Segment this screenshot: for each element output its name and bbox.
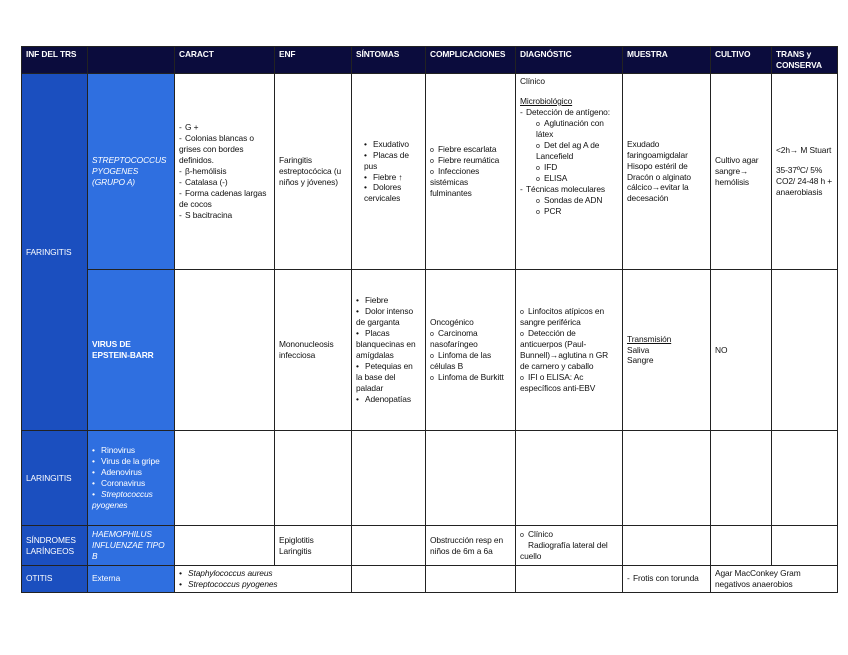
sindromes-trans [772,526,838,566]
laringitis-complicaciones [426,431,516,526]
strep-enf: Faringitis estreptocócica (u niños y jóvenes) [275,74,352,270]
agent-item: • Rinovirus [92,445,170,456]
laringitis-diagnostico [516,431,623,526]
transmision-title: Transmisión [627,333,672,344]
otitis-cultivo: Agar MacConkey Gram negativos anaerobios [711,566,838,593]
dx-micro-title: Microbiológico [520,95,573,106]
sintoma-item: • Fiebre ↑ [364,172,421,183]
sintoma-item: • Exudativo [364,139,421,150]
row-ebv [22,270,838,431]
complicacion-item: o Fiebre reumática [430,155,511,166]
dx-clinico: Clínico [528,529,553,540]
row-sindromes [22,526,838,566]
dx-molecular-item: o Sondas de ADN [536,195,618,206]
header-agent [88,47,175,74]
dx-deteccion: - Detección de antígeno: [520,107,618,118]
strep-sintomas [352,74,426,270]
ebv-name: VIRUS DE EPSTEIN-BARR [88,270,175,431]
otitis-diagnostico [516,566,623,593]
otitis-muestra [623,566,711,593]
header-trans: TRANS y CONSERVA [772,47,838,74]
ebv-muestra [623,270,711,431]
muestra-line: Sangre [627,355,654,366]
ebv-cultivo: NO [711,270,772,431]
sindromes-muestra [623,526,711,566]
complicacion-item: o Linfoma de Burkitt [430,372,511,383]
agent-item: • Streptococcus pyogenes [179,579,347,590]
sintoma-item: • Dolor intenso de garganta [356,306,421,328]
dx-antigeno-item: o ELISA [536,173,618,184]
header-inf: INF DEL TRS [22,47,88,74]
sindromes-complicaciones: Obstrucción resp en niños de 6m a 6a [426,526,516,566]
sintoma-item: • Placas de pus [364,150,421,172]
ebv-complicaciones [426,270,516,431]
complicacion-item: o Infecciones sistémicas fulminantes [430,166,511,199]
caract-item: - Colonias blancas o grises con bordes definidos. [179,133,270,166]
laringitis-agents [88,431,175,526]
sintoma-item: • Adenopatías [356,394,421,405]
caract-item: - G + [179,122,270,133]
dx-antigeno-item: o Det del ag A de Lancefield [536,140,618,162]
sintoma-item: • Dolores cervicales [364,182,421,204]
sintoma-item: • Placas blanquecinas en amígdalas [356,328,421,361]
header-sintomas: SÍNTOMAS [352,47,426,74]
sindromes-enf: Epiglotitis Laringitis [275,526,352,566]
muestra-item: - Frotis con torunda [627,573,706,584]
strep-diagnostico [516,74,623,270]
otitis-complicaciones [426,566,516,593]
sindromes-caract [175,526,275,566]
sindromes-sintomas [352,526,426,566]
dx-molecular-item: o PCR [536,206,618,217]
ebv-sintomas [352,270,426,431]
caract-item: - Forma cadenas largas de cocos [179,188,270,210]
header-diagnostico: DIAGNÓSTIC [516,47,623,74]
agent-item: • Streptococcus pyogenes [92,489,170,511]
caract-item: - β-hemólisis [179,166,270,177]
dx-item [520,529,618,562]
muestra-line: Saliva [627,344,650,355]
laringitis-muestra [623,431,711,526]
laringitis-trans [772,431,838,526]
trans-line: 35-37ºC/ 5% CO2/ 24-48 h + anaerobiasis [776,165,833,197]
dx-antigeno-item: o Aglutinación con látex [536,118,618,140]
row-laringitis [22,431,838,526]
ebv-enf: Mononucleosis infecciosa [275,270,352,431]
sindromes-label: SÍNDROMES LARÍNGEOS [22,526,88,566]
dx-antigeno-item: o IFD [536,162,618,173]
faringitis-label: FARINGITIS [22,74,88,431]
ebv-diagnostico [516,270,623,431]
complicacion-item: o Fiebre escarlata [430,144,511,155]
sindromes-agent: HAEMOPHILUS INFLUENZAE TIPO B [88,526,175,566]
dx-tecnicas: - Técnicas moleculares [520,184,618,195]
agent-item: • Virus de la gripe [92,456,170,467]
agent-item: • Coronavirus [92,478,170,489]
row-streptococcus [22,74,838,270]
complicacion-item: o Linfoma de las células B [430,350,511,372]
trans-line: <2h→ M Stuart [776,145,832,156]
laringitis-label: LARINGITIS [22,431,88,526]
dx-clinico: Clínico [520,76,545,86]
otitis-agents [175,566,352,593]
header-cultivo: CULTIVO [711,47,772,74]
strep-complicaciones [426,74,516,270]
agent-item: • Staphylococcus aureus [179,568,347,579]
sindromes-cultivo [711,526,772,566]
sintoma-item: • Fiebre [356,295,421,306]
otitis-tipo: Externa [88,566,175,593]
header-muestra: MUESTRA [623,47,711,74]
laringitis-enf [275,431,352,526]
complicacion-item: o Carcinoma nasofaríngeo [430,328,511,350]
strep-cultivo: Cultivo agar sangre→ hemólisis [711,74,772,270]
strep-caract [175,74,275,270]
otitis-sintomas [352,566,426,593]
agent-item: • Adenovirus [92,467,170,478]
laringitis-caract [175,431,275,526]
dx-item: o IFI o ELISA: Ac específicos anti-EBV [520,372,618,394]
comp-title: Oncogénico [430,316,474,327]
sindromes-diagnostico [516,526,623,566]
ebv-trans [772,270,838,431]
dx-item: o Linfocitos atípicos en sangre periférica [520,306,618,328]
strep-name: STREPTOCOCCUS PYOGENES (GRUPO A) [88,74,175,270]
strep-muestra: Exudado faringoamigdalar Hisopo estéril de Dracón o alginato cálcico→evitar la decesación [623,74,711,270]
strep-trans [772,74,838,270]
header-caract: CARACT [175,47,275,74]
ebv-caract [175,270,275,431]
laringitis-cultivo [711,431,772,526]
infection-table [21,46,838,593]
caract-item: - S bacitracina [179,210,270,221]
header-enf: ENF [275,47,352,74]
row-otitis [22,566,838,593]
sintoma-item: • Petequias en la base del paladar [356,361,421,394]
caract-item: - Catalasa (-) [179,177,270,188]
otitis-label: OTITIS [22,566,88,593]
header-complicaciones: COMPLICACIONES [426,47,516,74]
laringitis-sintomas [352,431,426,526]
dx-item: o Detección de anticuerpos (Paul-Bunnell)→aglutina n GR de carnero y caballo [520,328,618,372]
dx-radio: Radiografía lateral del cuello [520,540,608,562]
header-row [22,47,838,74]
